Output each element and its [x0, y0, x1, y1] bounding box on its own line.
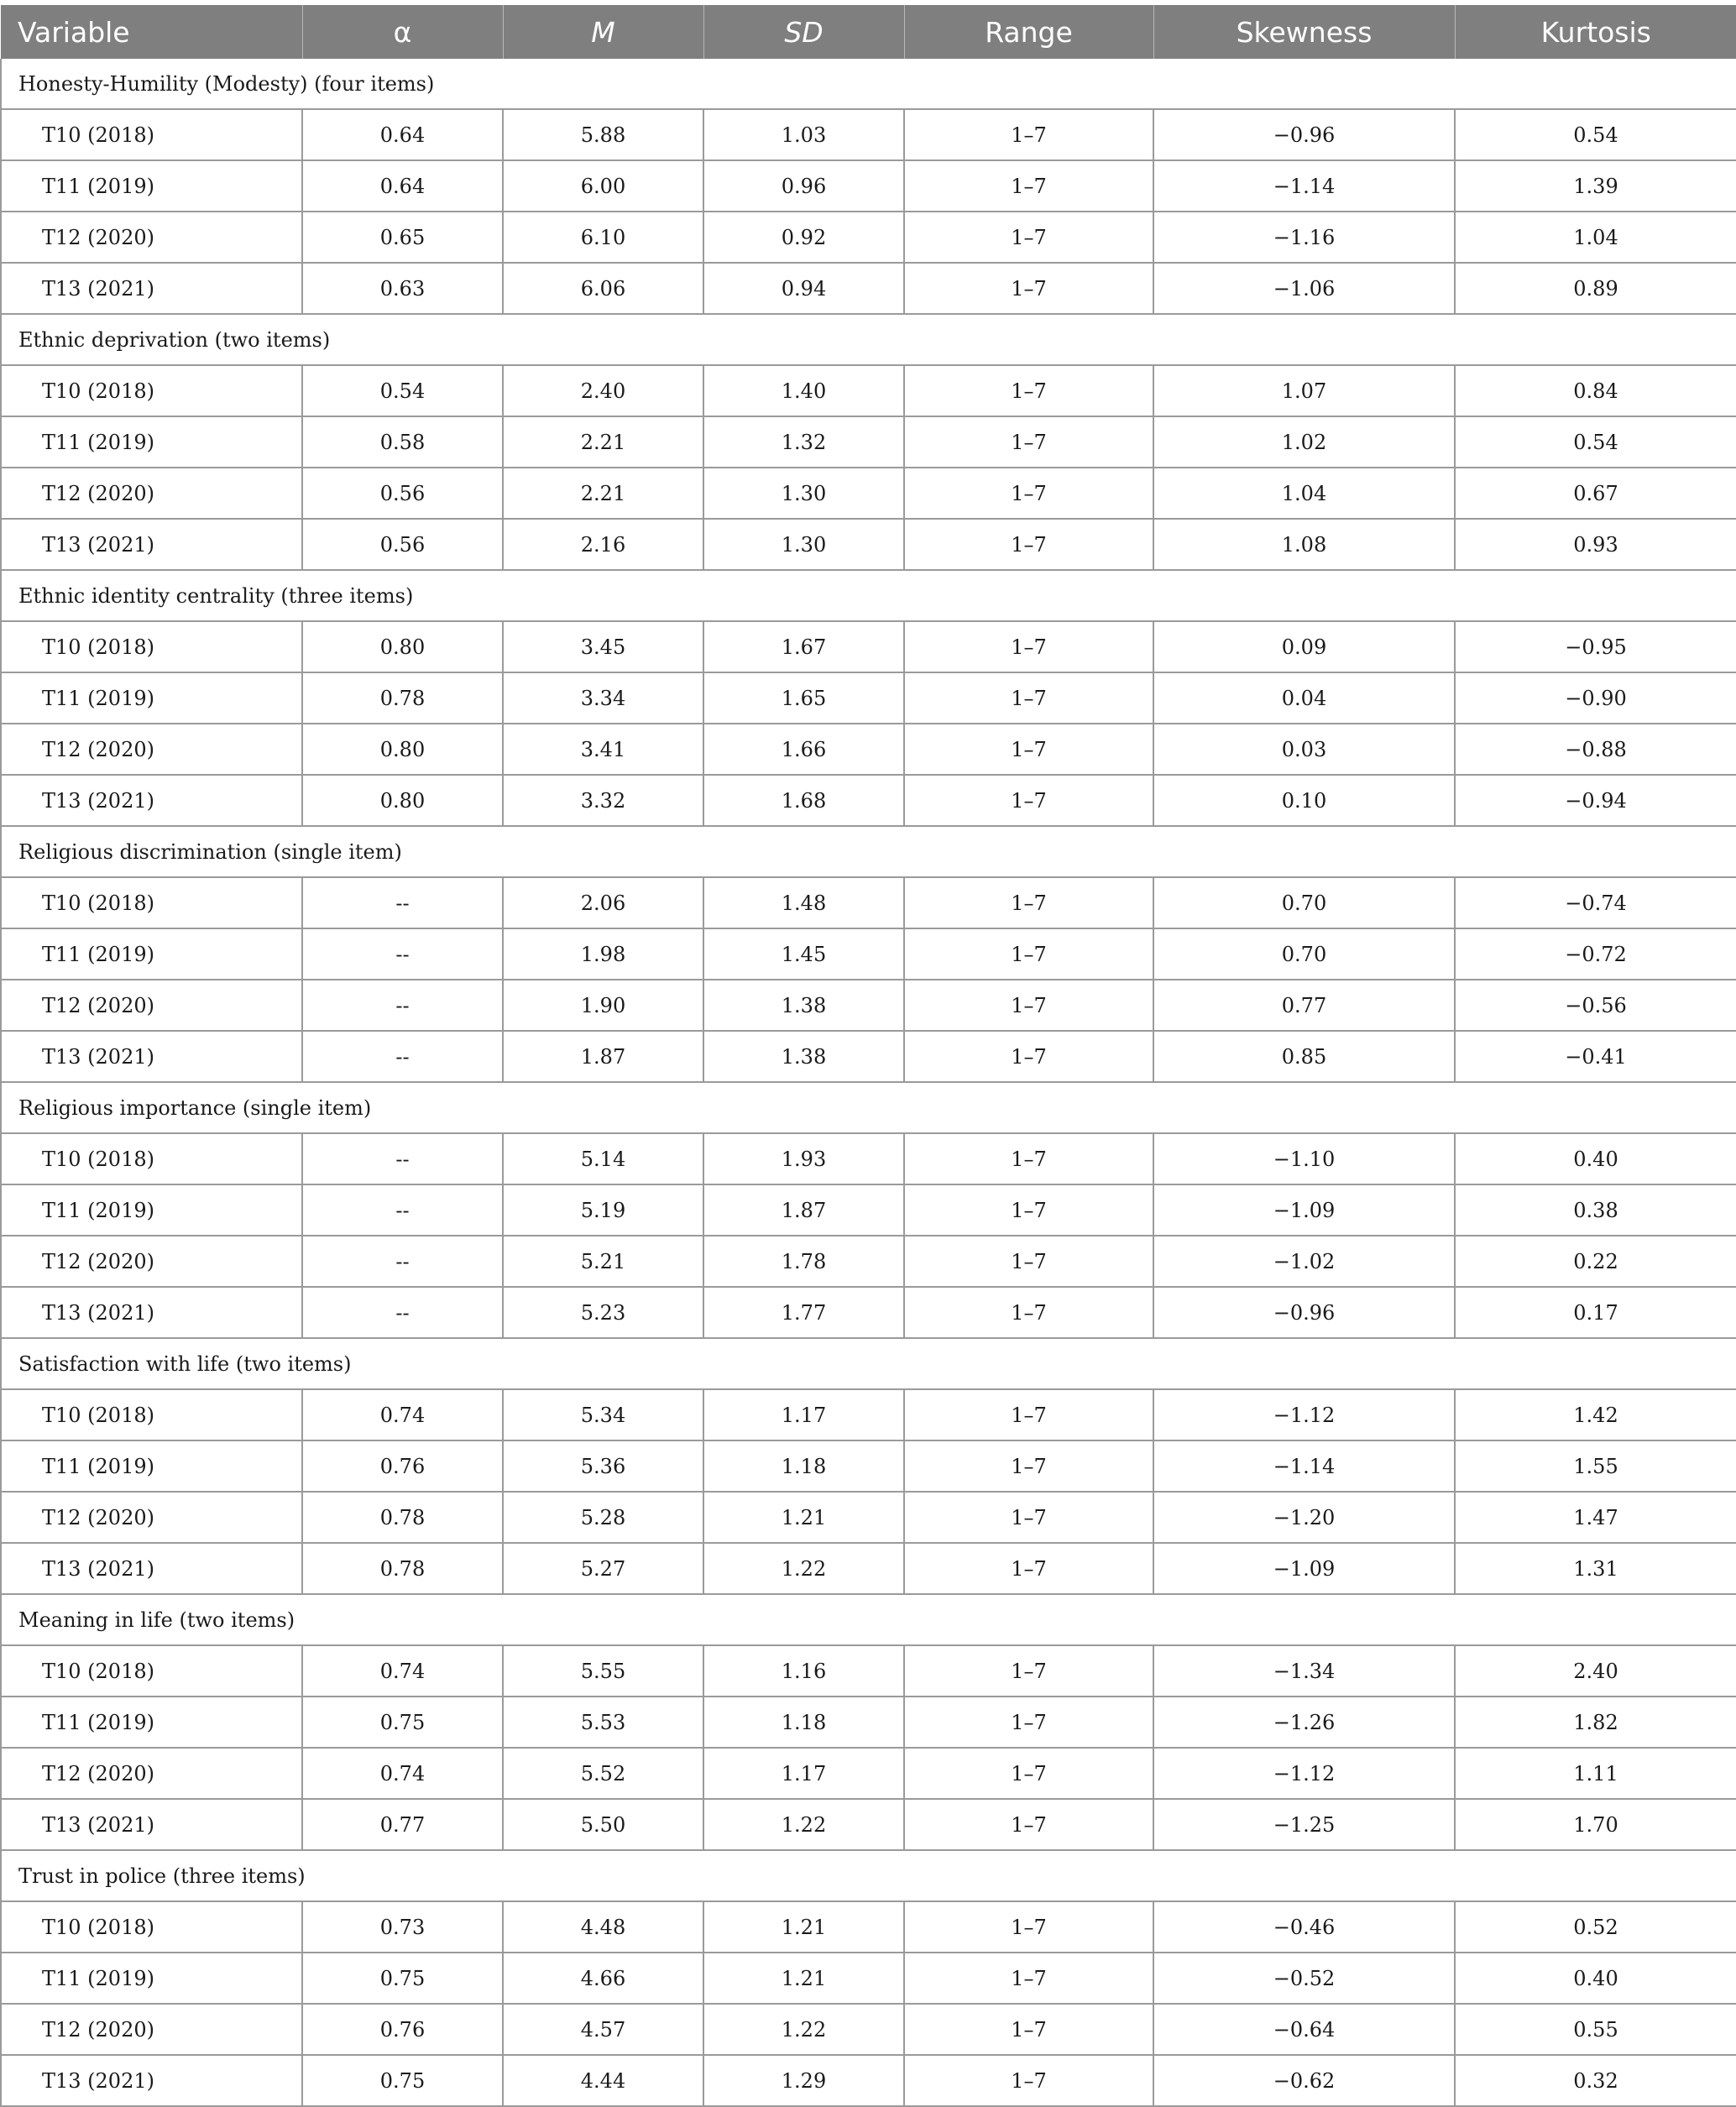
range-cell: 1–7 [904, 1440, 1153, 1492]
sd-cell: 1.21 [703, 1492, 904, 1543]
table-row [1, 1031, 1736, 1082]
table-row [1, 724, 1736, 775]
mean-cell: 3.34 [503, 672, 703, 724]
range-cell: 1–7 [904, 2004, 1153, 2055]
skewness-cell: 0.77 [1153, 980, 1455, 1031]
mean-cell: 2.21 [503, 468, 703, 519]
header-kurtosis: Kurtosis [1455, 5, 1736, 59]
mean-cell: 6.00 [503, 160, 703, 212]
descriptive-statistics-table [0, 5, 1736, 2107]
kurtosis-cell: −0.72 [1455, 928, 1736, 980]
skewness-cell: −0.62 [1153, 2055, 1455, 2106]
header-mean: M [503, 5, 703, 59]
variable-cell: T11 (2019) [1, 160, 302, 212]
alpha-cell: -- [302, 928, 503, 980]
variable-cell: T12 (2020) [1, 724, 302, 775]
alpha-cell: -- [302, 1031, 503, 1082]
variable-cell: T12 (2020) [1, 468, 302, 519]
kurtosis-cell: 1.11 [1455, 1748, 1736, 1799]
kurtosis-cell: 0.38 [1455, 1184, 1736, 1236]
range-cell: 1–7 [904, 1492, 1153, 1543]
sd-cell: 1.18 [703, 1440, 904, 1492]
alpha-cell: 0.78 [302, 672, 503, 724]
kurtosis-cell: 0.89 [1455, 263, 1736, 314]
mean-cell: 2.06 [503, 877, 703, 928]
kurtosis-cell: 0.84 [1455, 365, 1736, 416]
mean-cell: 2.16 [503, 519, 703, 570]
kurtosis-cell: 1.39 [1455, 160, 1736, 212]
alpha-cell: 0.80 [302, 775, 503, 826]
mean-cell: 4.57 [503, 2004, 703, 2055]
skewness-cell: −1.26 [1153, 1697, 1455, 1748]
mean-cell: 5.19 [503, 1184, 703, 1236]
sd-cell: 0.92 [703, 212, 904, 263]
sd-cell: 1.32 [703, 416, 904, 468]
mean-cell: 5.88 [503, 109, 703, 160]
range-cell: 1–7 [904, 1748, 1153, 1799]
table-row [1, 468, 1736, 519]
mean-cell: 1.90 [503, 980, 703, 1031]
header-alpha: α [302, 5, 503, 59]
mean-cell: 5.23 [503, 1287, 703, 1338]
kurtosis-cell: 2.40 [1455, 1645, 1736, 1697]
skewness-cell: −1.09 [1153, 1543, 1455, 1594]
mean-cell: 5.50 [503, 1799, 703, 1850]
mean-cell: 5.21 [503, 1236, 703, 1287]
variable-cell: T13 (2021) [1, 1287, 302, 1338]
alpha-cell: 0.73 [302, 1901, 503, 1953]
table-row [1, 519, 1736, 570]
range-cell: 1–7 [904, 1543, 1153, 1594]
sd-cell: 1.21 [703, 1901, 904, 1953]
skewness-cell: −1.34 [1153, 1645, 1455, 1697]
skewness-cell: 0.10 [1153, 775, 1455, 826]
table-row [1, 1799, 1736, 1850]
range-cell: 1–7 [904, 1953, 1153, 2004]
kurtosis-cell: 0.32 [1455, 2055, 1736, 2106]
range-cell: 1–7 [904, 1645, 1153, 1697]
group-header-row [1, 1082, 1736, 1133]
skewness-cell: −1.09 [1153, 1184, 1455, 1236]
range-cell: 1–7 [904, 724, 1153, 775]
skewness-cell: −0.46 [1153, 1901, 1455, 1953]
table-row [1, 2004, 1736, 2055]
alpha-cell: -- [302, 1236, 503, 1287]
sd-cell: 1.22 [703, 1543, 904, 1594]
sd-cell: 1.40 [703, 365, 904, 416]
table-row [1, 160, 1736, 212]
mean-cell: 4.48 [503, 1901, 703, 1953]
table-row [1, 980, 1736, 1031]
header-skewness: Skewness [1153, 5, 1455, 59]
sd-cell: 1.93 [703, 1133, 904, 1184]
sd-cell: 1.03 [703, 109, 904, 160]
variable-cell: T10 (2018) [1, 1133, 302, 1184]
range-cell: 1–7 [904, 980, 1153, 1031]
skewness-cell: −0.64 [1153, 2004, 1455, 2055]
skewness-cell: −0.52 [1153, 1953, 1455, 2004]
range-cell: 1–7 [904, 1799, 1153, 1850]
mean-cell: 3.41 [503, 724, 703, 775]
skewness-cell: 0.70 [1153, 877, 1455, 928]
kurtosis-cell: 0.40 [1455, 1133, 1736, 1184]
skewness-cell: −0.96 [1153, 109, 1455, 160]
skewness-cell: −1.10 [1153, 1133, 1455, 1184]
table-row [1, 109, 1736, 160]
group-label: Honesty-Humility (Modesty) (four items) [1, 59, 1736, 109]
variable-cell: T12 (2020) [1, 212, 302, 263]
skewness-cell: −1.14 [1153, 1440, 1455, 1492]
kurtosis-cell: 1.47 [1455, 1492, 1736, 1543]
alpha-cell: 0.74 [302, 1389, 503, 1440]
range-cell: 1–7 [904, 775, 1153, 826]
sd-cell: 1.65 [703, 672, 904, 724]
kurtosis-cell: 1.70 [1455, 1799, 1736, 1850]
alpha-cell: 0.80 [302, 621, 503, 672]
kurtosis-cell: −0.41 [1455, 1031, 1736, 1082]
table-row [1, 1953, 1736, 2004]
mean-cell: 5.55 [503, 1645, 703, 1697]
mean-cell: 6.10 [503, 212, 703, 263]
alpha-cell: 0.63 [302, 263, 503, 314]
mean-cell: 5.34 [503, 1389, 703, 1440]
group-label: Religious discrimination (single item) [1, 826, 1736, 877]
table-row [1, 365, 1736, 416]
range-cell: 1–7 [904, 160, 1153, 212]
range-cell: 1–7 [904, 1031, 1153, 1082]
group-label: Ethnic identity centrality (three items) [1, 570, 1736, 621]
kurtosis-cell: 0.22 [1455, 1236, 1736, 1287]
range-cell: 1–7 [904, 877, 1153, 928]
skewness-cell: −1.25 [1153, 1799, 1455, 1850]
alpha-cell: 0.76 [302, 1440, 503, 1492]
kurtosis-cell: 0.52 [1455, 1901, 1736, 1953]
skewness-cell: −1.02 [1153, 1236, 1455, 1287]
table-row [1, 672, 1736, 724]
variable-cell: T11 (2019) [1, 1697, 302, 1748]
variable-cell: T12 (2020) [1, 1748, 302, 1799]
table-header [1, 5, 1736, 59]
sd-cell: 1.66 [703, 724, 904, 775]
group-label: Ethnic deprivation (two items) [1, 314, 1736, 365]
sd-cell: 1.18 [703, 1697, 904, 1748]
table-row [1, 1492, 1736, 1543]
variable-cell: T13 (2021) [1, 1799, 302, 1850]
variable-cell: T12 (2020) [1, 1236, 302, 1287]
group-label: Religious importance (single item) [1, 1082, 1736, 1133]
range-cell: 1–7 [904, 212, 1153, 263]
range-cell: 1–7 [904, 928, 1153, 980]
sd-cell: 1.67 [703, 621, 904, 672]
sd-cell: 1.16 [703, 1645, 904, 1697]
range-cell: 1–7 [904, 468, 1153, 519]
alpha-cell: 0.75 [302, 1697, 503, 1748]
variable-cell: T13 (2021) [1, 775, 302, 826]
kurtosis-cell: 0.55 [1455, 2004, 1736, 2055]
skewness-cell: 0.03 [1153, 724, 1455, 775]
group-label: Meaning in life (two items) [1, 1594, 1736, 1645]
group-header-row [1, 570, 1736, 621]
sd-cell: 1.30 [703, 519, 904, 570]
skewness-cell: 1.04 [1153, 468, 1455, 519]
mean-cell: 5.14 [503, 1133, 703, 1184]
variable-cell: T11 (2019) [1, 1953, 302, 2004]
range-cell: 1–7 [904, 519, 1153, 570]
skewness-cell: −1.20 [1153, 1492, 1455, 1543]
skewness-cell: 0.04 [1153, 672, 1455, 724]
sd-cell: 1.78 [703, 1236, 904, 1287]
table-row [1, 1440, 1736, 1492]
table-row [1, 1389, 1736, 1440]
group-header-row [1, 1338, 1736, 1389]
mean-cell: 2.40 [503, 365, 703, 416]
kurtosis-cell: −0.56 [1455, 980, 1736, 1031]
sd-cell: 0.96 [703, 160, 904, 212]
variable-cell: T10 (2018) [1, 621, 302, 672]
alpha-cell: 0.54 [302, 365, 503, 416]
header-row [1, 5, 1736, 59]
group-header-row [1, 314, 1736, 365]
mean-cell: 2.21 [503, 416, 703, 468]
skewness-cell: −1.16 [1153, 212, 1455, 263]
table-row [1, 621, 1736, 672]
sd-cell: 1.21 [703, 1953, 904, 2004]
range-cell: 1–7 [904, 1236, 1153, 1287]
mean-cell: 3.45 [503, 621, 703, 672]
variable-cell: T10 (2018) [1, 365, 302, 416]
sd-cell: 1.38 [703, 980, 904, 1031]
header-variable: Variable [1, 5, 302, 59]
kurtosis-cell: 1.82 [1455, 1697, 1736, 1748]
table-row [1, 1697, 1736, 1748]
variable-cell: T13 (2021) [1, 2055, 302, 2106]
sd-cell: 1.22 [703, 1799, 904, 1850]
mean-cell: 5.36 [503, 1440, 703, 1492]
table-row [1, 1901, 1736, 1953]
range-cell: 1–7 [904, 1901, 1153, 1953]
group-header-row [1, 59, 1736, 109]
sd-cell: 1.48 [703, 877, 904, 928]
variable-cell: T10 (2018) [1, 109, 302, 160]
table-row [1, 1133, 1736, 1184]
kurtosis-cell: 0.67 [1455, 468, 1736, 519]
variable-cell: T11 (2019) [1, 1440, 302, 1492]
kurtosis-cell: −0.95 [1455, 621, 1736, 672]
range-cell: 1–7 [904, 416, 1153, 468]
kurtosis-cell: 0.54 [1455, 416, 1736, 468]
mean-cell: 5.53 [503, 1697, 703, 1748]
mean-cell: 6.06 [503, 263, 703, 314]
alpha-cell: -- [302, 877, 503, 928]
range-cell: 1–7 [904, 1287, 1153, 1338]
alpha-cell: 0.74 [302, 1748, 503, 1799]
table-row [1, 775, 1736, 826]
header-sd: SD [703, 5, 904, 59]
alpha-cell: 0.74 [302, 1645, 503, 1697]
table-row [1, 877, 1736, 928]
table-row [1, 416, 1736, 468]
variable-cell: T10 (2018) [1, 877, 302, 928]
range-cell: 1–7 [904, 621, 1153, 672]
variable-cell: T10 (2018) [1, 1645, 302, 1697]
mean-cell: 5.52 [503, 1748, 703, 1799]
mean-cell: 5.27 [503, 1543, 703, 1594]
variable-cell: T11 (2019) [1, 672, 302, 724]
skewness-cell: −0.96 [1153, 1287, 1455, 1338]
sd-cell: 1.38 [703, 1031, 904, 1082]
sd-cell: 1.22 [703, 2004, 904, 2055]
kurtosis-cell: 1.42 [1455, 1389, 1736, 1440]
group-header-row [1, 1594, 1736, 1645]
sd-cell: 1.45 [703, 928, 904, 980]
skewness-cell: 0.85 [1153, 1031, 1455, 1082]
sd-cell: 1.77 [703, 1287, 904, 1338]
alpha-cell: -- [302, 1133, 503, 1184]
range-cell: 1–7 [904, 109, 1153, 160]
table-row [1, 263, 1736, 314]
kurtosis-cell: 1.04 [1455, 212, 1736, 263]
alpha-cell: 0.75 [302, 2055, 503, 2106]
mean-cell: 3.32 [503, 775, 703, 826]
alpha-cell: 0.56 [302, 519, 503, 570]
mean-cell: 1.98 [503, 928, 703, 980]
variable-cell: T12 (2020) [1, 980, 302, 1031]
alpha-cell: -- [302, 1184, 503, 1236]
sd-cell: 1.87 [703, 1184, 904, 1236]
table-row [1, 1184, 1736, 1236]
skewness-cell: 0.09 [1153, 621, 1455, 672]
kurtosis-cell: 0.40 [1455, 1953, 1736, 2004]
range-cell: 1–7 [904, 1389, 1153, 1440]
table-row [1, 928, 1736, 980]
alpha-cell: 0.78 [302, 1543, 503, 1594]
table-row [1, 1236, 1736, 1287]
skewness-cell: 1.08 [1153, 519, 1455, 570]
skewness-cell: −1.12 [1153, 1748, 1455, 1799]
alpha-cell: 0.75 [302, 1953, 503, 2004]
table-row [1, 1543, 1736, 1594]
variable-cell: T11 (2019) [1, 416, 302, 468]
table-row [1, 212, 1736, 263]
kurtosis-cell: 0.54 [1455, 109, 1736, 160]
range-cell: 1–7 [904, 365, 1153, 416]
range-cell: 1–7 [904, 672, 1153, 724]
kurtosis-cell: 1.55 [1455, 1440, 1736, 1492]
sd-cell: 1.30 [703, 468, 904, 519]
variable-cell: T12 (2020) [1, 2004, 302, 2055]
alpha-cell: 0.76 [302, 2004, 503, 2055]
variable-cell: T12 (2020) [1, 1492, 302, 1543]
alpha-cell: 0.78 [302, 1492, 503, 1543]
variable-cell: T13 (2021) [1, 519, 302, 570]
alpha-cell: 0.56 [302, 468, 503, 519]
table-row [1, 1287, 1736, 1338]
kurtosis-cell: −0.74 [1455, 877, 1736, 928]
sd-cell: 1.17 [703, 1748, 904, 1799]
variable-cell: T13 (2021) [1, 1543, 302, 1594]
sd-cell: 1.17 [703, 1389, 904, 1440]
alpha-cell: 0.58 [302, 416, 503, 468]
table-body [1, 59, 1736, 2106]
table-row [1, 1748, 1736, 1799]
alpha-cell: 0.77 [302, 1799, 503, 1850]
mean-cell: 4.44 [503, 2055, 703, 2106]
skewness-cell: 1.02 [1153, 416, 1455, 468]
skewness-cell: −1.06 [1153, 263, 1455, 314]
skewness-cell: 1.07 [1153, 365, 1455, 416]
variable-cell: T10 (2018) [1, 1901, 302, 1953]
range-cell: 1–7 [904, 2055, 1153, 2106]
sd-cell: 0.94 [703, 263, 904, 314]
kurtosis-cell: −0.90 [1455, 672, 1736, 724]
skewness-cell: −1.12 [1153, 1389, 1455, 1440]
range-cell: 1–7 [904, 1697, 1153, 1748]
variable-cell: T13 (2021) [1, 263, 302, 314]
mean-cell: 4.66 [503, 1953, 703, 2004]
sd-cell: 1.29 [703, 2055, 904, 2106]
table-row [1, 2055, 1736, 2106]
mean-cell: 1.87 [503, 1031, 703, 1082]
variable-cell: T11 (2019) [1, 1184, 302, 1236]
range-cell: 1–7 [904, 1184, 1153, 1236]
range-cell: 1–7 [904, 263, 1153, 314]
mean-cell: 5.28 [503, 1492, 703, 1543]
group-label: Trust in police (three items) [1, 1850, 1736, 1901]
kurtosis-cell: 0.17 [1455, 1287, 1736, 1338]
header-range: Range [904, 5, 1153, 59]
group-header-row [1, 826, 1736, 877]
sd-cell: 1.68 [703, 775, 904, 826]
kurtosis-cell: 1.31 [1455, 1543, 1736, 1594]
alpha-cell: -- [302, 1287, 503, 1338]
variable-cell: T13 (2021) [1, 1031, 302, 1082]
kurtosis-cell: −0.94 [1455, 775, 1736, 826]
kurtosis-cell: 0.93 [1455, 519, 1736, 570]
variable-cell: T11 (2019) [1, 928, 302, 980]
group-label: Satisfaction with life (two items) [1, 1338, 1736, 1389]
alpha-cell: 0.64 [302, 160, 503, 212]
alpha-cell: 0.64 [302, 109, 503, 160]
alpha-cell: 0.80 [302, 724, 503, 775]
variable-cell: T10 (2018) [1, 1389, 302, 1440]
skewness-cell: 0.70 [1153, 928, 1455, 980]
group-header-row [1, 1850, 1736, 1901]
kurtosis-cell: −0.88 [1455, 724, 1736, 775]
range-cell: 1–7 [904, 1133, 1153, 1184]
alpha-cell: -- [302, 980, 503, 1031]
skewness-cell: −1.14 [1153, 160, 1455, 212]
table-row [1, 1645, 1736, 1697]
alpha-cell: 0.65 [302, 212, 503, 263]
